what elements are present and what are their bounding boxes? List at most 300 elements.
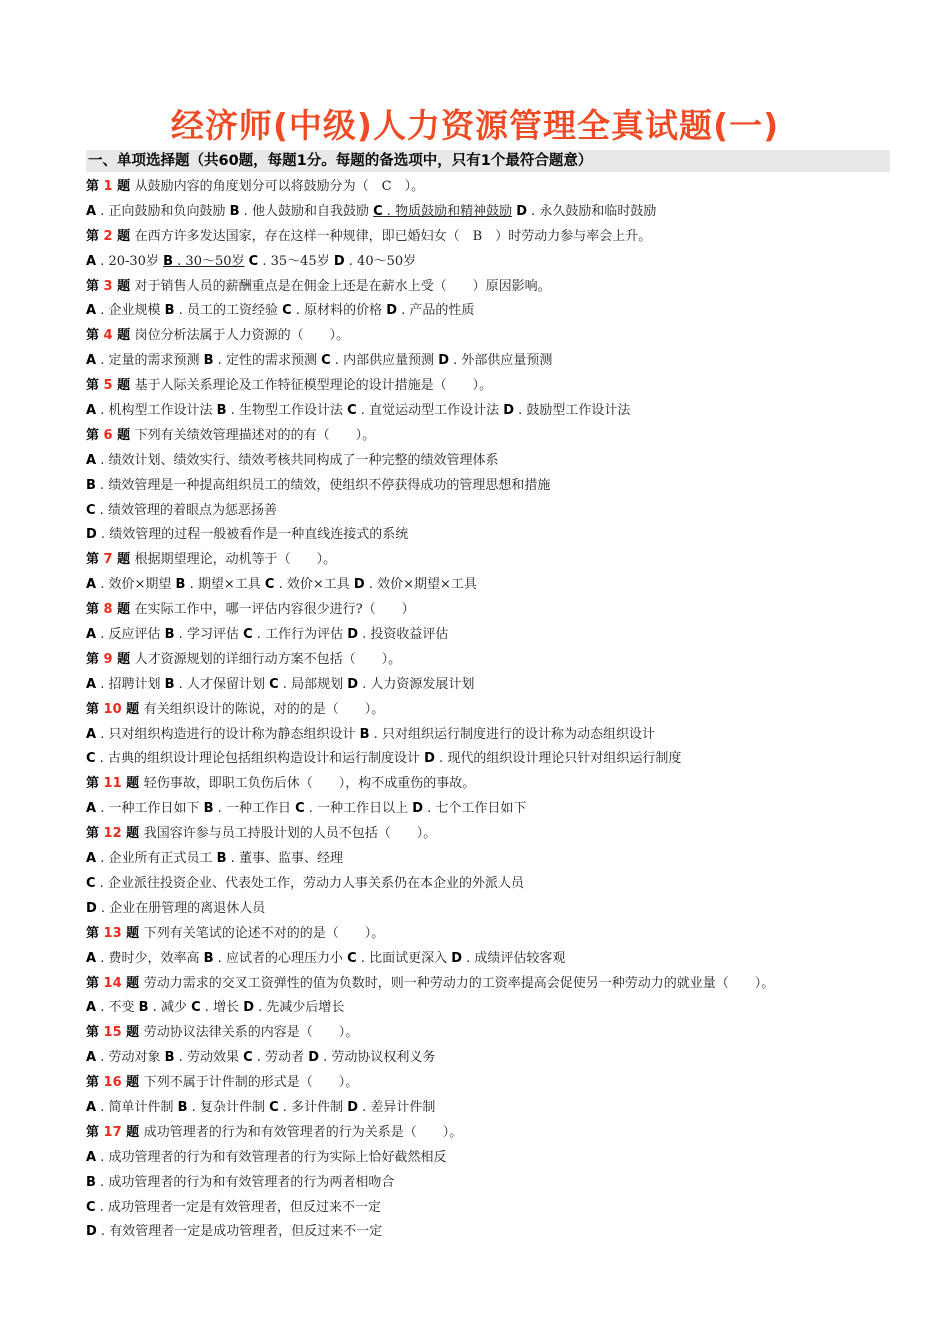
option-line: [86, 200, 926, 225]
option-letter: A: [86, 1149, 97, 1165]
option-text: 员工的工资经验: [186, 303, 278, 319]
question-number: 1: [103, 179, 113, 194]
option-letter: C: [248, 253, 259, 269]
option-text: 直觉运动型工作设计法: [369, 403, 500, 419]
question-line: [86, 175, 926, 200]
option: [165, 627, 239, 642]
option-letter: D: [438, 353, 450, 369]
question-prefix: 第: [86, 776, 104, 792]
option-text: 绩效管理的过程一般被看作是一种直线连接式的系统: [109, 527, 409, 543]
option-letter: D: [86, 527, 97, 543]
option-letter: A: [86, 676, 97, 692]
question-number: 4: [103, 328, 113, 344]
question-suffix: 题: [121, 925, 144, 941]
option: [86, 527, 408, 542]
question-number: 15: [103, 1025, 122, 1041]
question-number: 8: [103, 602, 113, 618]
option: [86, 478, 550, 493]
option: [86, 254, 159, 269]
option-separator: .: [95, 502, 108, 518]
option-text: 劳动对象: [108, 1050, 161, 1066]
option-letter: A: [86, 303, 97, 319]
question-suffix: 题: [121, 826, 144, 842]
option: [321, 353, 434, 368]
option: [360, 727, 655, 742]
option-letter: B: [175, 577, 186, 593]
option-separator: .: [344, 253, 358, 269]
option: [243, 627, 343, 642]
option-separator: .: [382, 203, 396, 219]
option-separator: .: [252, 627, 266, 643]
question-number: 7: [103, 552, 113, 568]
option-text: 物质鼓励和精神鼓励: [395, 203, 513, 219]
question-number: 16: [103, 1075, 122, 1091]
option-separator: .: [330, 353, 344, 369]
option-line: [86, 299, 926, 324]
option-text: 正向鼓励和负向鼓励: [108, 203, 226, 219]
option-separator: .: [95, 1199, 108, 1215]
option-separator: .: [462, 950, 475, 966]
option-letter: D: [353, 577, 365, 593]
option-separator: .: [356, 403, 370, 419]
option-separator: .: [304, 801, 318, 817]
option: [516, 204, 656, 219]
option: [424, 751, 681, 766]
option-separator: .: [358, 1099, 371, 1115]
question-text: 下列不属于计件制的形式是（ ）。: [143, 1075, 359, 1091]
option-line: [86, 499, 926, 524]
option-separator: .: [213, 801, 226, 817]
option: [347, 677, 474, 692]
option-letter: A: [86, 950, 97, 966]
option-separator: .: [96, 676, 109, 692]
option-line: [86, 449, 926, 474]
option-letter: B: [229, 203, 240, 219]
option-line: [86, 797, 926, 822]
option: [86, 851, 212, 866]
option-separator: .: [96, 627, 109, 643]
question-number: 12: [103, 826, 122, 842]
option: [86, 951, 199, 966]
option-separator: .: [96, 851, 109, 867]
question-prefix: 第: [86, 651, 104, 667]
option-line: [86, 747, 926, 772]
option-separator: .: [226, 403, 239, 419]
option-separator: .: [96, 1000, 109, 1016]
option-separator: .: [174, 676, 187, 692]
option: [265, 577, 350, 592]
option: [139, 1000, 187, 1015]
option-line: [86, 1146, 926, 1171]
question-prefix: 第: [86, 552, 104, 568]
option-text: 企业在册管理的离退休人员: [109, 900, 266, 916]
option-separator: .: [369, 726, 382, 742]
option-line: [86, 1096, 926, 1121]
option-letter: A: [86, 1000, 97, 1016]
option-line: [86, 399, 926, 424]
option-letter: C: [347, 950, 357, 966]
option: [204, 353, 317, 368]
option: [86, 1100, 173, 1115]
option-separator: .: [213, 353, 226, 369]
option: [86, 677, 160, 692]
option-text: 有效管理者一定是成功管理者，但反过来不一定: [109, 1224, 383, 1240]
question-prefix: 第: [86, 278, 104, 294]
option: [347, 403, 499, 418]
option-text: 多计件制: [291, 1099, 344, 1115]
option-letter: B: [164, 676, 175, 692]
option: [243, 1050, 304, 1065]
option-letter: A: [86, 353, 97, 369]
question-suffix: 题: [112, 602, 135, 618]
option-text: 一种工作日如下: [108, 801, 200, 817]
option: [86, 1175, 394, 1190]
option-separator: .: [278, 676, 292, 692]
question-line: [86, 424, 926, 449]
option-text: 劳动效果: [186, 1050, 239, 1066]
option-letter: A: [86, 1099, 97, 1115]
question-text: 我国容许参与员工持股计划的人员不包括（ ）。: [143, 826, 437, 842]
option-letter: D: [424, 751, 435, 767]
question-text: 人才资源规划的详细行动方案不包括（ ）。: [134, 651, 402, 667]
question-text: 基于人际关系理论及工作特征模型理论的设计措施是（ ）。: [134, 378, 493, 394]
option-line: [86, 474, 926, 499]
option-text: 一种工作日以上: [317, 801, 409, 817]
option-letter: A: [86, 726, 97, 742]
option-letter: B: [203, 801, 214, 817]
option: [86, 1000, 134, 1015]
option-line: [86, 872, 926, 897]
question-number: 14: [103, 975, 122, 991]
question-prefix: 第: [86, 228, 104, 244]
option-separator: .: [278, 1099, 292, 1115]
question-suffix: 题: [112, 552, 135, 568]
option-text: 复杂计件制: [199, 1099, 265, 1115]
option-separator: .: [95, 875, 108, 891]
option: [86, 403, 212, 418]
option-letter: D: [86, 900, 97, 916]
question-text: 成功管理者的行为和有效管理者的行为关系是（ ）。: [143, 1124, 463, 1140]
option-text: 生物型工作设计法: [238, 403, 343, 419]
question-line: [86, 548, 926, 573]
question-suffix: 题: [112, 328, 135, 344]
option-letter: C: [269, 1099, 279, 1115]
option-letter: D: [308, 1050, 320, 1066]
question-line: [86, 822, 926, 847]
option-line: [86, 673, 926, 698]
option-text: 35～45岁: [270, 253, 330, 269]
option-text: 效价×工具: [286, 577, 350, 593]
question-suffix: 题: [112, 651, 135, 667]
question-line: [86, 922, 926, 947]
question-line: [86, 1021, 926, 1046]
option: [86, 876, 524, 891]
option-letter: B: [216, 403, 227, 419]
option-letter: C: [86, 1199, 96, 1215]
option-text: 减少: [160, 1000, 187, 1016]
option: [204, 801, 291, 816]
question-suffix: 题: [112, 278, 135, 294]
option: [217, 851, 343, 866]
option-line: [86, 349, 926, 374]
option-text: 招聘计划: [108, 676, 161, 692]
question-text: 在实际工作中，哪一评估内容很少进行?（ ）: [134, 602, 415, 618]
question-prefix: 第: [86, 1124, 104, 1140]
option-letter: C: [243, 627, 253, 643]
option-text: 企业所有正式员工: [108, 851, 213, 867]
option-text: 效价×期望×工具: [377, 577, 477, 593]
option-text: 企业规模: [108, 303, 161, 319]
option: [249, 254, 330, 269]
option-separator: .: [96, 1099, 109, 1115]
option-letter: C: [321, 353, 331, 369]
option: [412, 801, 526, 816]
option-line: [86, 847, 926, 872]
option-text: 人力资源发展计划: [370, 676, 475, 692]
option-text: 成功管理者的行为和有效管理者的行为两者相吻合: [108, 1174, 395, 1190]
option-letter: C: [86, 751, 96, 767]
question-number: 11: [103, 776, 122, 792]
question-number: 10: [103, 701, 122, 717]
option-separator: .: [173, 253, 186, 269]
option-letter: B: [177, 1099, 188, 1115]
option-text: 机构型工作设计法: [108, 403, 213, 419]
question-suffix: 题: [112, 378, 135, 394]
option: [165, 677, 265, 692]
question-text: 有关组织设计的陈说，对的的是（ ）。: [143, 701, 385, 717]
option-letter: C: [191, 1000, 201, 1016]
option-text: 外部供应量预测: [461, 353, 553, 369]
option-separator: .: [96, 726, 109, 742]
option-text: 40～50岁: [357, 253, 417, 269]
option-letter: C: [347, 403, 357, 419]
question-text: 下列有关笔试的论述不对的的是（ ）。: [143, 925, 385, 941]
question-prefix: 第: [86, 427, 104, 443]
option-letter: A: [86, 801, 97, 817]
option-letter: D: [412, 801, 424, 817]
option-separator: .: [258, 253, 271, 269]
option-text: 他人鼓励和自我鼓励: [251, 203, 369, 219]
option-text: 古典的组织设计理论包括组织构造设计和运行制度设计: [107, 751, 420, 767]
question-prefix: 第: [86, 975, 104, 991]
option-letter: D: [451, 950, 463, 966]
option-separator: .: [174, 303, 187, 319]
option-text: 成功管理者一定是有效管理者，但反过来不一定: [107, 1199, 381, 1215]
option-line: [86, 897, 926, 922]
option-line: [86, 1171, 926, 1196]
option-letter: B: [164, 627, 175, 643]
option-separator: .: [319, 1050, 332, 1066]
option-text: 工作行为评估: [265, 627, 344, 643]
option-text: 不变: [108, 1000, 135, 1016]
option-line: [86, 723, 926, 748]
option-letter: A: [86, 851, 97, 867]
option-letter: A: [86, 627, 97, 643]
question-prefix: 第: [86, 602, 104, 618]
question-number: 5: [103, 378, 113, 394]
option: [451, 951, 565, 966]
option-separator: .: [291, 303, 305, 319]
option: [269, 1100, 343, 1115]
option: [176, 577, 261, 592]
question-prefix: 第: [86, 328, 104, 344]
option-letter: C: [86, 502, 96, 518]
option-separator: .: [358, 676, 371, 692]
option-separator: .: [358, 627, 371, 643]
option-separator: .: [423, 801, 436, 817]
option: [86, 1050, 160, 1065]
question-text: 劳动协议法律关系的内容是（ ）。: [143, 1025, 359, 1041]
option-separator: .: [96, 801, 109, 817]
option-separator: .: [434, 751, 448, 767]
question-line: [86, 598, 926, 623]
option: [86, 204, 225, 219]
option-letter: D: [386, 303, 398, 319]
option-text: 30～50岁: [185, 253, 245, 269]
document-title: 经济师(中级)人力资源管理全真试题(一): [170, 106, 780, 145]
option-separator: .: [148, 1000, 161, 1016]
question-suffix: 题: [121, 1025, 144, 1041]
option-letter: B: [163, 253, 174, 269]
option-text: 成功管理者的行为和有效管理者的行为实际上恰好截然相反: [108, 1149, 447, 1165]
option-text: 效价×期望: [108, 577, 172, 593]
option-separator: .: [96, 353, 109, 369]
option-separator: .: [174, 627, 187, 643]
option-text: 只对组织运行制度进行的设计称为动态组织设计: [381, 726, 655, 742]
option-text: 原材料的价格: [304, 303, 383, 319]
question-text: 在西方许多发达国家，存在这样一种规律，即已婚妇女（ B ）时劳动力参与率会上升。: [134, 228, 652, 244]
question-prefix: 第: [86, 925, 104, 941]
option: [86, 453, 498, 468]
option: [86, 901, 265, 916]
option-text: 20-30岁: [108, 253, 159, 269]
option-separator: .: [239, 203, 252, 219]
option-letter: B: [359, 726, 370, 742]
option-letter: B: [138, 1000, 149, 1016]
question-line: [86, 648, 926, 673]
question-text: 岗位分析法属于人力资源的（ ）。: [134, 328, 350, 344]
option-text: 增长: [213, 1000, 240, 1016]
question-suffix: 题: [121, 776, 144, 792]
option: [191, 1000, 239, 1015]
option-text: 定量的需求预测: [108, 353, 200, 369]
option-text: 学习评估: [186, 627, 239, 643]
option-separator: .: [96, 303, 109, 319]
question-suffix: 题: [112, 427, 135, 443]
option-separator: .: [95, 1174, 109, 1190]
option-text: 现代的组织设计理论只针对组织运行制度: [447, 751, 682, 767]
option-separator: .: [449, 353, 462, 369]
question-number: 13: [103, 925, 122, 941]
option-letter: B: [164, 1050, 175, 1066]
option-text: 反应评估: [108, 627, 161, 643]
option: [295, 801, 408, 816]
option-text: 绩效计划、绩效实行、绩效考核共同构成了一种完整的绩效管理体系: [108, 452, 499, 468]
option-text: 期望×工具: [197, 577, 261, 593]
option-letter: A: [86, 403, 97, 419]
question-suffix: 题: [121, 1075, 144, 1091]
option: [165, 1050, 239, 1065]
question-prefix: 第: [86, 179, 104, 194]
option-text: 成绩评估较客观: [474, 950, 566, 966]
option: [308, 1050, 435, 1065]
question-text: 轻伤事故，即职工负伤后休（ ），构不成重伤的事故。: [143, 776, 476, 792]
question-line: [86, 1121, 926, 1146]
option-separator: .: [185, 577, 198, 593]
question-line: [86, 772, 926, 797]
option-separator: .: [200, 1000, 214, 1016]
question-text: 劳动力需求的交叉工资弹性的值为负数时，则一种劳动力的工资率提高会促使另一种劳动力的就业量（ ）。: [143, 975, 775, 991]
option: [503, 403, 630, 418]
option-separator: .: [174, 1050, 187, 1066]
option: [86, 1224, 382, 1239]
question-text: 下列有关绩效管理描述对的的有（ ）。: [134, 427, 376, 443]
question-line: [86, 275, 926, 300]
option-line: [86, 1196, 926, 1221]
question-line: [86, 374, 926, 399]
question-number: 3: [103, 278, 113, 294]
option-letter: D: [347, 627, 359, 643]
question-suffix: 题: [121, 701, 144, 717]
option-line: [86, 573, 926, 598]
option-separator: .: [226, 851, 239, 867]
option-separator: .: [95, 477, 109, 493]
option: [347, 1100, 435, 1115]
option-letter: A: [86, 203, 97, 219]
option-separator: .: [95, 751, 108, 767]
option-text: 投资收益评估: [370, 627, 449, 643]
option-text: 产品的性质: [409, 303, 475, 319]
question-number: 17: [103, 1124, 122, 1140]
option-separator: .: [213, 950, 226, 966]
option: [334, 254, 416, 269]
option-text: 永久鼓励和临时鼓励: [539, 203, 657, 219]
option-line: [86, 947, 926, 972]
question-line: [86, 225, 926, 250]
option-letter: C: [269, 676, 279, 692]
option: [230, 204, 369, 219]
option-separator: .: [364, 577, 378, 593]
option-separator: .: [397, 303, 410, 319]
option-letter: B: [216, 851, 227, 867]
option-line: [86, 1220, 926, 1245]
option-letter: D: [333, 253, 345, 269]
question-prefix: 第: [86, 701, 104, 717]
option: [86, 1150, 446, 1165]
option-text: 绩效管理是一种提高组织员工的绩效，使组织不停获得成功的管理思想和措施: [108, 477, 551, 493]
option-separator: .: [514, 403, 527, 419]
option-text: 人才保留计划: [186, 676, 265, 692]
option: [86, 801, 199, 816]
option-letter: B: [86, 477, 96, 493]
question-suffix: 题: [121, 975, 144, 991]
option-letter: B: [86, 1174, 96, 1190]
option: [243, 1000, 344, 1015]
option-letter: D: [347, 1099, 359, 1115]
option-answer: [373, 204, 512, 219]
option-letter: B: [203, 950, 214, 966]
option: [86, 503, 277, 518]
option: [86, 751, 420, 766]
option-separator: .: [527, 203, 540, 219]
option-letter: C: [295, 801, 305, 817]
option-letter: B: [164, 303, 175, 319]
option: [86, 577, 171, 592]
option-separator: .: [96, 253, 109, 269]
question-prefix: 第: [86, 1025, 104, 1041]
option-text: 鼓励型工作设计法: [526, 403, 631, 419]
option-letter: D: [516, 203, 528, 219]
